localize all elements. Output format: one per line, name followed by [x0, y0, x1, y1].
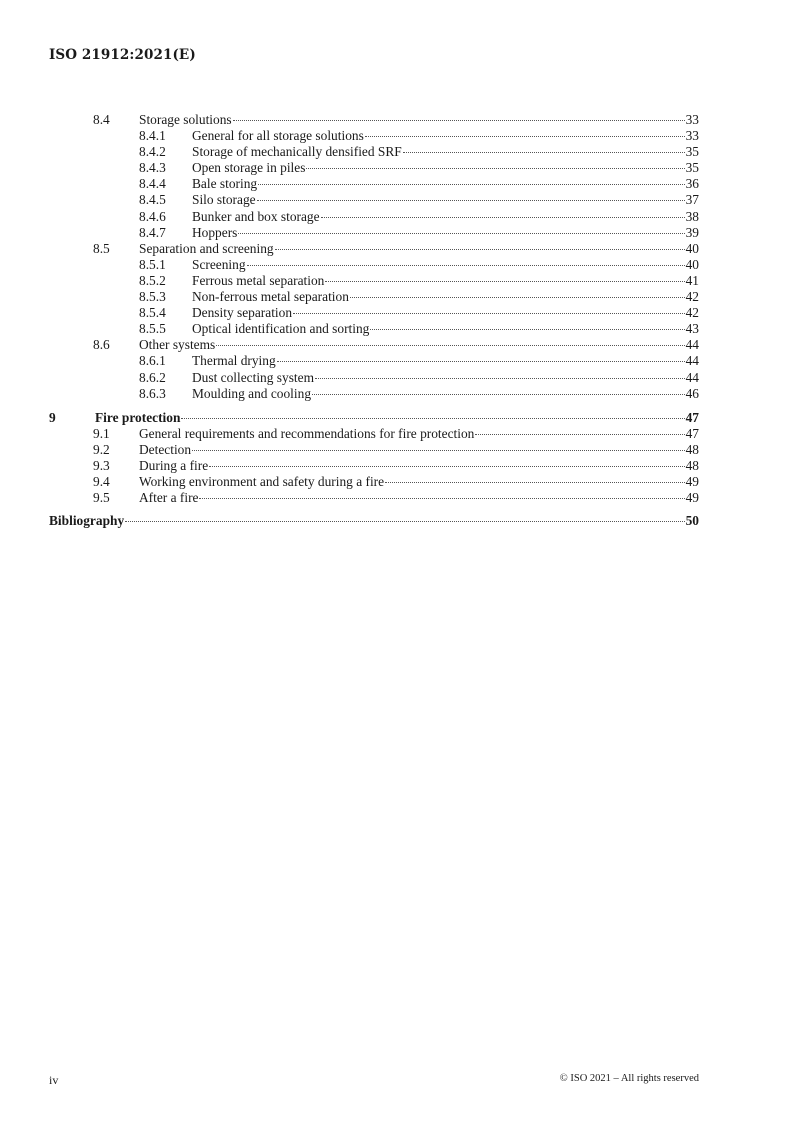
toc-section-title: Ferrous metal separation [192, 272, 325, 288]
toc-entry-line [192, 353, 699, 369]
toc-section-number: 8.6.3 [139, 385, 166, 401]
toc-entry-line [192, 386, 699, 402]
toc-section-title: Bale storing [192, 176, 258, 192]
dot-leader [475, 434, 684, 435]
dot-leader [403, 152, 685, 153]
dot-leader [199, 498, 684, 499]
toc-section-number: 8.5.2 [139, 272, 166, 288]
toc-section-title: Optical identification and sorting [192, 321, 370, 337]
toc-page-number: 47 [685, 409, 699, 425]
toc-section-number: 9.3 [93, 457, 110, 473]
toc-page-number: 46 [685, 385, 699, 401]
toc-entry[interactable] [49, 458, 699, 474]
dot-leader [181, 418, 684, 419]
toc-section-title: During a fire [139, 457, 209, 473]
toc-section-title: Bibliography [49, 513, 125, 529]
page-number: iv [49, 1073, 59, 1087]
toc-section-title: Screening [192, 256, 246, 272]
dot-leader [325, 281, 684, 282]
toc-section-number: 8.4 [93, 112, 110, 127]
toc-entry[interactable] [49, 337, 699, 353]
toc-section-number: 9.1 [93, 425, 110, 441]
toc-entry-line [139, 241, 699, 257]
toc-section-title: Hoppers [192, 224, 238, 240]
toc-entry[interactable] [49, 257, 699, 273]
toc-section-title: Separation and screening [139, 240, 274, 256]
toc-section-title: Moulding and cooling [192, 385, 312, 401]
toc-page-number: 36 [685, 176, 699, 192]
toc-entry[interactable] [49, 353, 699, 369]
toc-section-title: Bunker and box storage [192, 208, 320, 224]
toc-entry-bibliography[interactable] [49, 513, 699, 529]
toc-section-number: 8.5.4 [139, 305, 166, 321]
toc-entry[interactable] [49, 426, 699, 442]
toc-page-number: 49 [685, 490, 699, 506]
dot-leader [277, 361, 685, 362]
toc-section-title: Dust collecting system [192, 369, 314, 385]
toc-entry[interactable] [49, 209, 699, 225]
toc-section-title: Thermal drying [192, 353, 276, 369]
toc-section-number: 8.4.2 [139, 144, 166, 160]
toc-entry-line [192, 128, 699, 144]
toc-section-number: 8.5.1 [139, 256, 166, 272]
toc-section-title: Fire protection [95, 409, 181, 425]
dot-leader [209, 466, 684, 467]
toc-page-number: 35 [685, 144, 699, 160]
dot-leader [275, 249, 685, 250]
toc-entry[interactable] [49, 192, 699, 208]
toc-page-number: 38 [685, 208, 699, 224]
dot-leader [125, 521, 684, 522]
toc-entry-line [192, 321, 699, 337]
toc-section-title: Density separation [192, 305, 293, 321]
toc-entry-line [192, 257, 699, 273]
toc-section-title: Open storage in piles [192, 160, 306, 176]
toc-section-number: 8.6.1 [139, 353, 166, 369]
toc-entry[interactable] [49, 305, 699, 321]
toc-entry-line [139, 337, 699, 353]
toc-section-number: 8.4.4 [139, 176, 166, 192]
toc-entry[interactable] [49, 410, 699, 426]
toc-section-number: 8.4.1 [139, 128, 166, 144]
toc-entry-line [192, 160, 699, 176]
toc-entry[interactable] [49, 144, 699, 160]
toc-page-number: 44 [685, 369, 699, 385]
toc-section-number: 8.5.3 [139, 289, 166, 305]
copyright-notice: © ISO 2021 – All rights reserved [559, 1073, 699, 1084]
toc-section-title: Silo storage [192, 192, 256, 208]
toc-entry-line [192, 305, 699, 321]
toc-entry[interactable] [49, 370, 699, 386]
toc-entry-line [49, 513, 699, 529]
toc-entry[interactable] [49, 386, 699, 402]
dot-leader [370, 329, 684, 330]
dot-leader [312, 394, 685, 395]
dot-leader [216, 345, 684, 346]
document-id-header: ISO 21912:2021(E) [49, 47, 196, 63]
toc-section-number: 8.4.6 [139, 208, 166, 224]
toc-page-number: 35 [685, 160, 699, 176]
toc-section-title: Storage solutions [139, 112, 232, 127]
dot-leader [192, 450, 685, 451]
toc-entry[interactable] [49, 442, 699, 458]
toc-section-title: General for all storage solutions [192, 128, 364, 144]
toc-page-number: 48 [685, 457, 699, 473]
toc-page-number: 33 [685, 112, 699, 127]
toc-entry[interactable] [49, 241, 699, 257]
toc-section-title: Storage of mechanically densified SRF [192, 144, 402, 160]
toc-entry-line [139, 442, 699, 458]
toc-page-number: 44 [685, 337, 699, 353]
toc-section-number: 9 [49, 409, 56, 425]
dot-leader [321, 217, 685, 218]
toc-entry-line [192, 289, 699, 305]
toc-page-number: 41 [685, 272, 699, 288]
toc-page-number: 43 [685, 321, 699, 337]
toc-entry[interactable] [49, 273, 699, 289]
toc-entry[interactable] [49, 160, 699, 176]
toc-entry[interactable] [49, 289, 699, 305]
toc-entry-line [139, 426, 699, 442]
toc-entry[interactable] [49, 474, 699, 490]
toc-section-number: 8.5 [93, 240, 110, 256]
toc-page-number: 39 [685, 224, 699, 240]
toc-entry-line [192, 370, 699, 386]
toc-section-title: Detection [139, 441, 192, 457]
toc-entry-line [139, 112, 699, 128]
dot-leader [385, 482, 685, 483]
toc-section-number: 8.6 [93, 337, 110, 353]
toc-entry[interactable] [49, 176, 699, 192]
toc-page-number: 50 [685, 513, 699, 529]
toc-entry[interactable] [49, 112, 699, 128]
toc-section-title: Other systems [139, 337, 216, 353]
toc-section-number: 8.4.5 [139, 192, 166, 208]
toc-entry[interactable] [49, 225, 699, 241]
toc-entry-line [192, 225, 699, 241]
toc-page-number: 48 [685, 441, 699, 457]
toc-section-number: 8.4.7 [139, 224, 166, 240]
toc-section-number: 8.5.5 [139, 321, 166, 337]
dot-leader [258, 184, 685, 185]
toc-section-title: General requirements and recommendations for fire protection [139, 425, 475, 441]
toc-page-number: 42 [685, 289, 699, 305]
toc-entry-line [192, 273, 699, 289]
toc-entry-line [139, 474, 699, 490]
dot-leader [365, 136, 685, 137]
toc-entry-line [192, 192, 699, 208]
toc-section-title: Working environment and safety during a fire [139, 474, 385, 490]
toc-page-number: 42 [685, 305, 699, 321]
toc-entry-line [192, 176, 699, 192]
toc-section-title: Non-ferrous metal separation [192, 289, 349, 305]
table-of-contents [49, 112, 699, 529]
toc-entry-line [95, 410, 699, 426]
toc-section-number: 8.4.3 [139, 160, 166, 176]
toc-entry[interactable] [49, 490, 699, 506]
toc-section-number: 8.6.2 [139, 369, 166, 385]
toc-section-number: 9.4 [93, 474, 110, 490]
dot-leader [233, 120, 685, 121]
toc-page-number: 44 [685, 353, 699, 369]
toc-entry-line [139, 458, 699, 474]
toc-section-title: After a fire [139, 490, 199, 506]
dot-leader [315, 378, 685, 379]
toc-section-number: 9.2 [93, 441, 110, 457]
toc-page-number: 47 [685, 425, 699, 441]
toc-page-number: 49 [685, 474, 699, 490]
toc-entry-line [192, 144, 699, 160]
toc-page-number: 40 [685, 240, 699, 256]
dot-leader [238, 233, 684, 234]
toc-page-number: 40 [685, 256, 699, 272]
dot-leader [350, 297, 685, 298]
dot-leader [293, 313, 685, 314]
toc-page-number: 37 [685, 192, 699, 208]
toc-entry[interactable] [49, 128, 699, 144]
toc-entry[interactable] [49, 321, 699, 337]
dot-leader [257, 200, 685, 201]
toc-entry-line [139, 490, 699, 506]
toc-section-number: 9.5 [93, 490, 110, 506]
toc-entry-line [192, 209, 699, 225]
toc-page-number: 33 [685, 128, 699, 144]
dot-leader [306, 168, 684, 169]
dot-leader [247, 265, 685, 266]
